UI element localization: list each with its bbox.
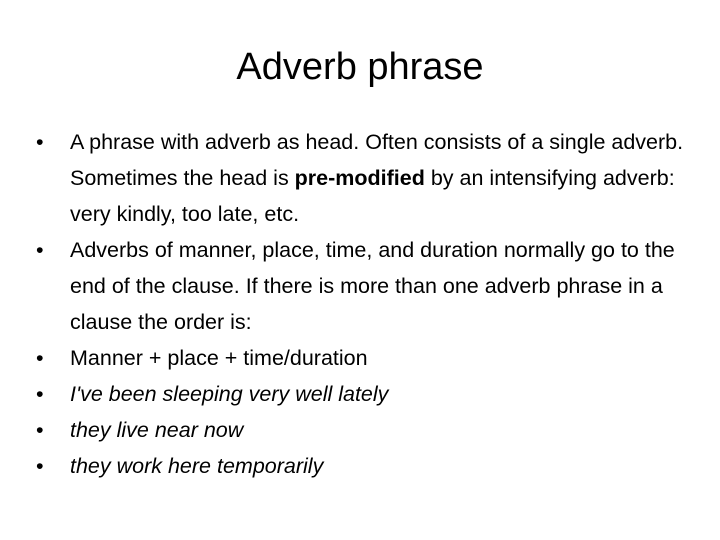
bullet-text-before: A phrase with adverb as head. Often consists of a single adverb. Sometimes the head is bbox=[70, 130, 684, 190]
bullet-icon: • bbox=[36, 418, 44, 442]
bullet-item-1 bbox=[36, 124, 706, 232]
bullet-item-2 bbox=[36, 232, 706, 340]
bullet-list bbox=[36, 124, 706, 484]
bullet-icon: • bbox=[36, 238, 44, 262]
bullet-icon: • bbox=[36, 454, 44, 478]
bullet-item-5 bbox=[36, 412, 706, 448]
bullet-icon: • bbox=[36, 130, 44, 154]
bullet-item-6 bbox=[36, 448, 706, 484]
slide-title: Adverb phrase bbox=[236, 46, 484, 88]
bullet-text-after: by an intensifying adverb: very kindly, too late, etc. bbox=[70, 166, 675, 226]
bullet-icon: • bbox=[36, 346, 44, 370]
bullet-text: Manner + place + time/duration bbox=[70, 346, 368, 370]
bullet-item-3 bbox=[36, 340, 706, 376]
example-sentence: they live near now bbox=[70, 418, 244, 442]
example-sentence: I've been sleeping very well lately bbox=[70, 382, 389, 406]
bullet-emphasis: pre-modified bbox=[294, 166, 425, 190]
bullet-icon: • bbox=[36, 382, 44, 406]
bullet-item-4 bbox=[36, 376, 706, 412]
bullet-text: Adverbs of manner, place, time, and duration normally go to the end of the clause. If there is more than one adverb phrase in a clause the order is: bbox=[70, 238, 675, 334]
example-sentence: they work here temporarily bbox=[70, 454, 324, 478]
